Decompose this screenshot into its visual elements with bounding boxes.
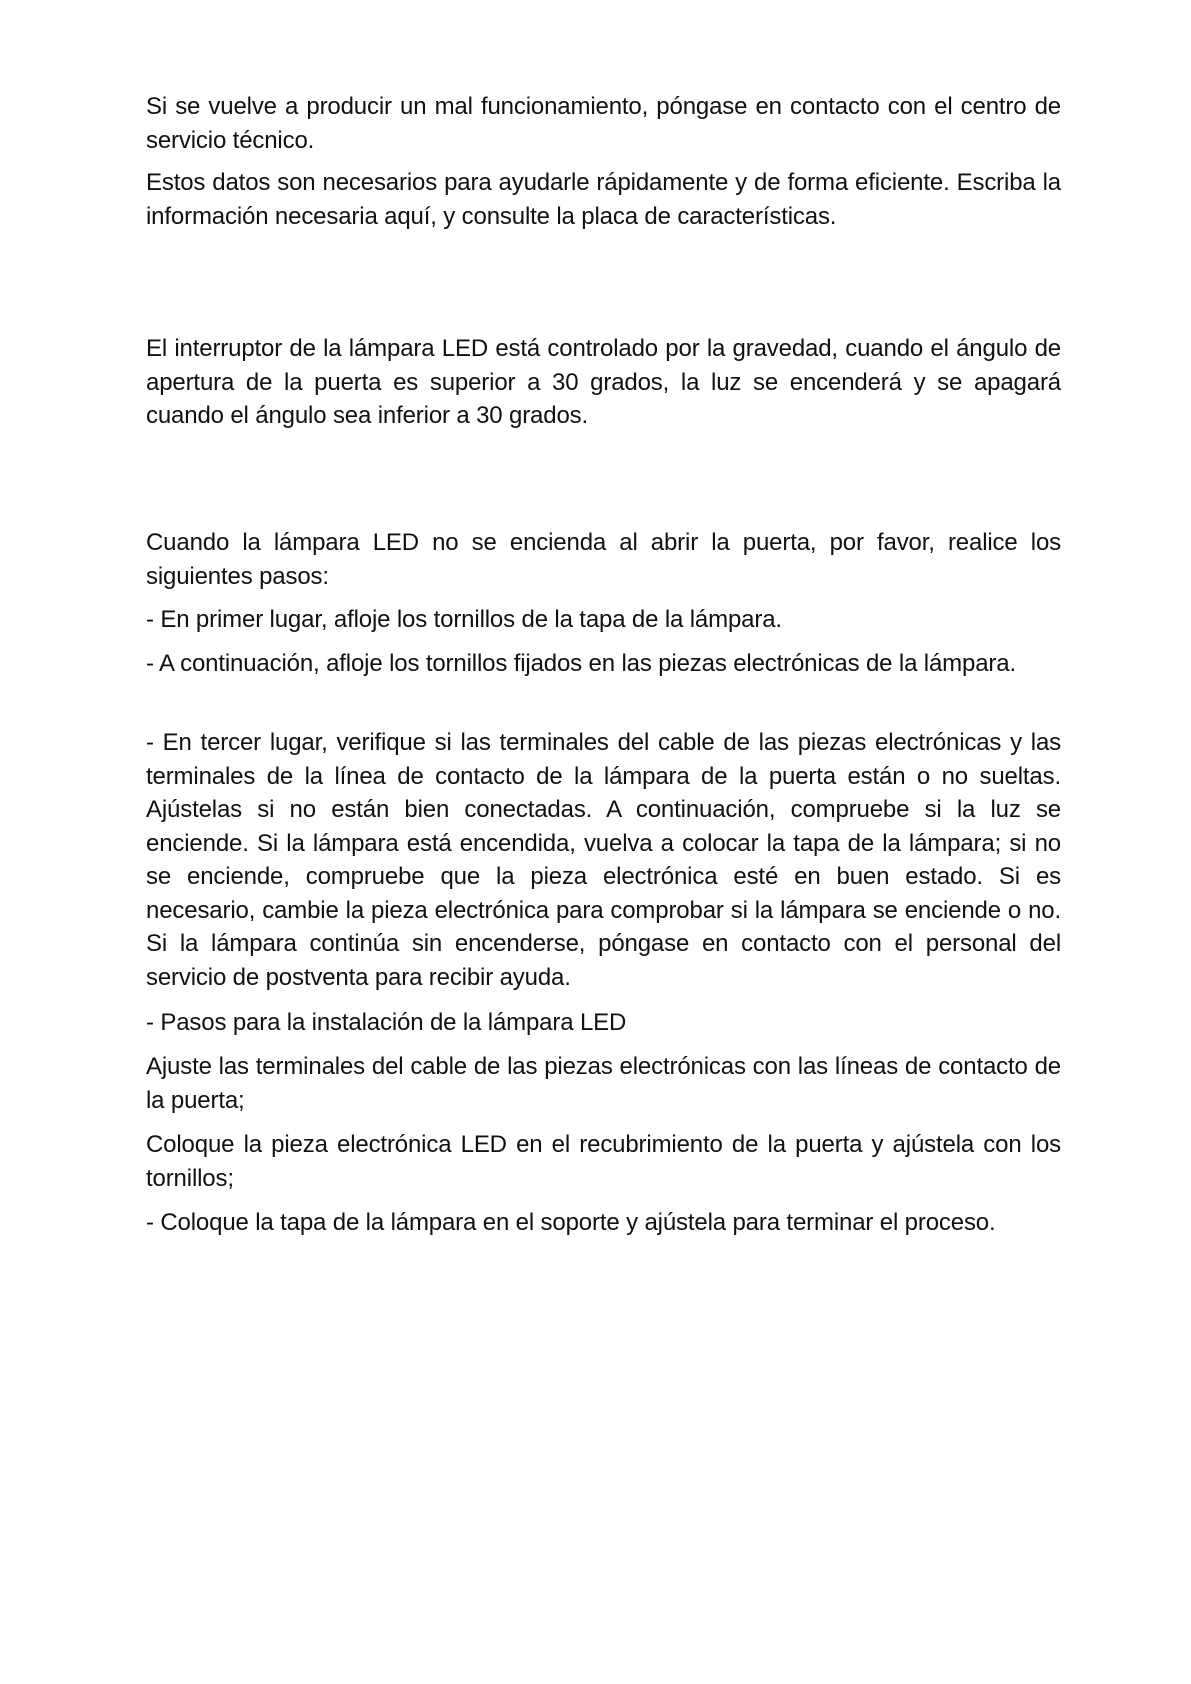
step-check-terminals: - En tercer lugar, verifique si las terminales del cable de las piezas electrónicas y las terminales de la línea de contacto de la lámpara de la puerta están o no sueltas. Ajústelas si no están bien conectadas. A continuación, compruebe si la luz se enciende. Si la lámpara está encendida, vuelva a colocar la tapa de la lámpara; si no se enciende, compruebe que la pieza electrónica esté en buen estado. Si es necesario, cambie la pieza electrónica para comprobar si la lámpara se enciende o no. Si la lámpara continúa sin encenderse, póngase en contacto con el personal del servicio de postventa para recibir ayuda. [146, 729, 1061, 991]
install-step-place-cover: - Coloque la tapa de la lámpara en el soporte y ajústela para terminar el proceso. [146, 1209, 996, 1236]
service-data-paragraph: Estos datos son necesarios para ayudarle rápidamente y de forma eficiente. Escriba la información necesaria aquí, y consulte la placa de características. [146, 169, 1061, 230]
led-switch-description-paragraph: El interruptor de la lámpara LED está controlado por la gravedad, cuando el ángulo de apertura de la puerta es superior a 30 grados, la luz se encenderá y se apagará cuando el ángulo sea inferior a 30 grados. [146, 335, 1061, 429]
install-step-adjust-terminals: Ajuste las terminales del cable de las piezas electrónicas con las líneas de contacto de la puerta; [146, 1053, 1061, 1114]
install-step-place-electronic-piece: Coloque la pieza electrónica LED en el recubrimiento de la puerta y ajústela con los tornillos; [146, 1131, 1061, 1192]
malfunction-contact-paragraph: Si se vuelve a producir un mal funcionamiento, póngase en contacto con el centro de servicio técnico. [146, 93, 1061, 154]
step-loosen-electronic-screws: - A continuación, afloje los tornillos fijados en las piezas electrónicas de la lámpara. [146, 650, 1016, 677]
led-installation-steps-heading: - Pasos para la instalación de la lámpara LED [146, 1009, 627, 1036]
led-troubleshooting-intro-paragraph: Cuando la lámpara LED no se encienda al abrir la puerta, por favor, realice los siguientes pasos: [146, 529, 1061, 590]
step-loosen-cover-screws: - En primer lugar, afloje los tornillos de la tapa de la lámpara. [146, 606, 782, 633]
